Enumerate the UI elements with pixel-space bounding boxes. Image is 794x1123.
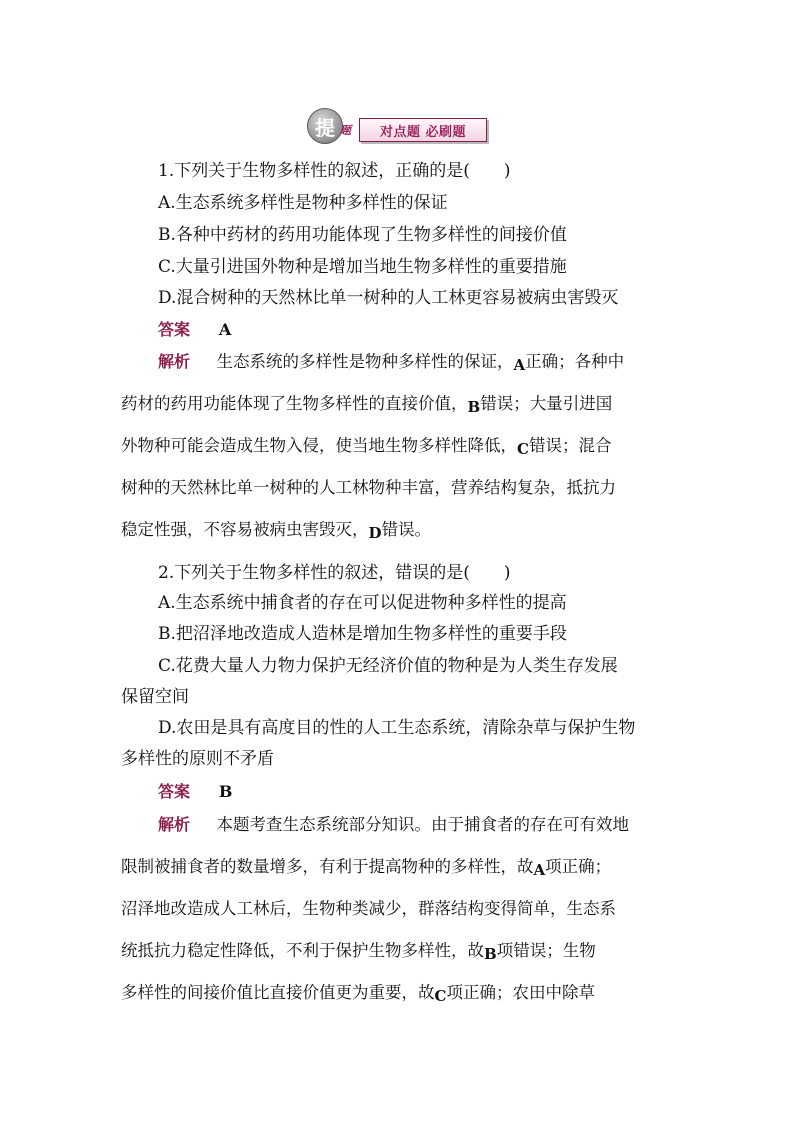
analysis-text: 统抵抗力稳定性降低，不利于保护生物多样性，故 (121, 941, 484, 960)
analysis-text: 外物种可能会造成生物入侵，使当地生物多样性降低， (121, 436, 517, 455)
analysis-label: 解析 (158, 815, 191, 834)
question-1-option-c: C.大量引进国外物种是增加当地生物多样性的重要措施 (158, 257, 567, 277)
question-2-analysis-line-3 (121, 899, 616, 919)
question-2-option-b: B.把沼泽地改造成人造林是增加生物多样性的重要手段 (158, 624, 567, 644)
analysis-option-ref: A (513, 356, 526, 374)
answer-value: A (218, 320, 232, 339)
analysis-option-ref: B (467, 398, 481, 416)
analysis-text: 项正确；农田中除草 (446, 983, 595, 1002)
analysis-text: 沼泽地改造成人工林后，生物种类减少，群落结构变得简单，生态系 (121, 899, 616, 918)
badge-char: 提 (315, 115, 335, 140)
answer-label: 答案 (158, 782, 191, 801)
analysis-text: 树种的天然林比单一树种的人工林物种丰富，营养结构复杂，抵抗力 (121, 478, 616, 497)
section-title: 对点题 必刷题 (359, 118, 487, 142)
analysis-text: 本题考查生态系统部分知识。由于捕食者的存在可有效地 (216, 815, 630, 834)
question-1-analysis-line-2 (121, 394, 612, 414)
question-1-analysis-line-4 (121, 478, 616, 498)
badge-emblem-icon (307, 108, 343, 144)
analysis-option-ref: C (517, 440, 529, 458)
analysis-text: 药材的药用功能体现了生物多样性的直接价值， (121, 394, 468, 413)
question-2-analysis-line-1 (158, 815, 629, 835)
analysis-option-ref: B (484, 945, 497, 963)
badge-sub-char: 题 (340, 124, 351, 137)
question-2-option-a: A.生态系统中捕食者的存在可以促进物种多样性的提高 (158, 593, 567, 613)
analysis-text: 稳定性强，不容易被病虫害毁灭， (121, 520, 369, 539)
question-2-analysis-line-5 (121, 983, 595, 1003)
question-2-analysis-line-2 (121, 857, 611, 877)
section-badge (307, 108, 487, 144)
analysis-text: 生态系统的多样性是物种多样性的保证， (216, 352, 514, 371)
question-1-analysis-line-5 (121, 520, 431, 540)
analysis-text: 项错误；生物 (496, 941, 596, 960)
analysis-label: 解析 (158, 352, 191, 371)
question-1-option-d: D.混合树种的天然林比单一树种的人工林更容易被病虫害毁灭 (158, 288, 619, 308)
analysis-option-ref: A (533, 861, 546, 879)
question-1-option-a: A.生态系统多样性是物种多样性的保证 (158, 193, 448, 213)
question-2-option-c: C.花费大量人力物力保护无经济价值的物种是为人类生存发展 (158, 656, 618, 676)
question-2-answer (158, 782, 232, 802)
analysis-text: 限制被捕食者的数量增多，有利于提高物种的多样性，故 (121, 857, 534, 876)
question-1-answer (158, 320, 231, 340)
question-2-option-d-cont: 多样性的原则不矛盾 (121, 749, 274, 769)
analysis-text: 错误；混合 (528, 436, 612, 455)
question-1-analysis-line-1 (158, 352, 624, 372)
analysis-text: 错误。 (381, 520, 432, 539)
question-2-option-c-cont: 保留空间 (121, 687, 189, 707)
analysis-text: 错误；大量引进国 (480, 394, 613, 413)
analysis-option-ref: C (434, 987, 447, 1005)
question-2-stem: 2.下列关于生物多样性的叙述，错误的是( ) (158, 563, 511, 583)
analysis-text: 多样性的间接价值比直接价值更为重要，故 (121, 983, 435, 1002)
question-1-option-b: B.各种中药材的药用功能体现了生物多样性的间接价值 (158, 225, 567, 245)
analysis-text: 正确；各种中 (525, 352, 625, 371)
answer-label: 答案 (158, 320, 191, 339)
question-1-analysis-line-3 (121, 436, 611, 456)
question-2-option-d: D.农田是具有高度目的性的人工生态系统，清除杂草与保护生物 (158, 718, 636, 738)
analysis-text: 项正确； (545, 857, 612, 876)
question-2-analysis-line-4 (121, 941, 596, 961)
analysis-option-ref: D (368, 524, 382, 542)
question-1-stem: 1.下列关于生物多样性的叙述，正确的是( ) (158, 161, 511, 181)
answer-value: B (218, 782, 233, 801)
